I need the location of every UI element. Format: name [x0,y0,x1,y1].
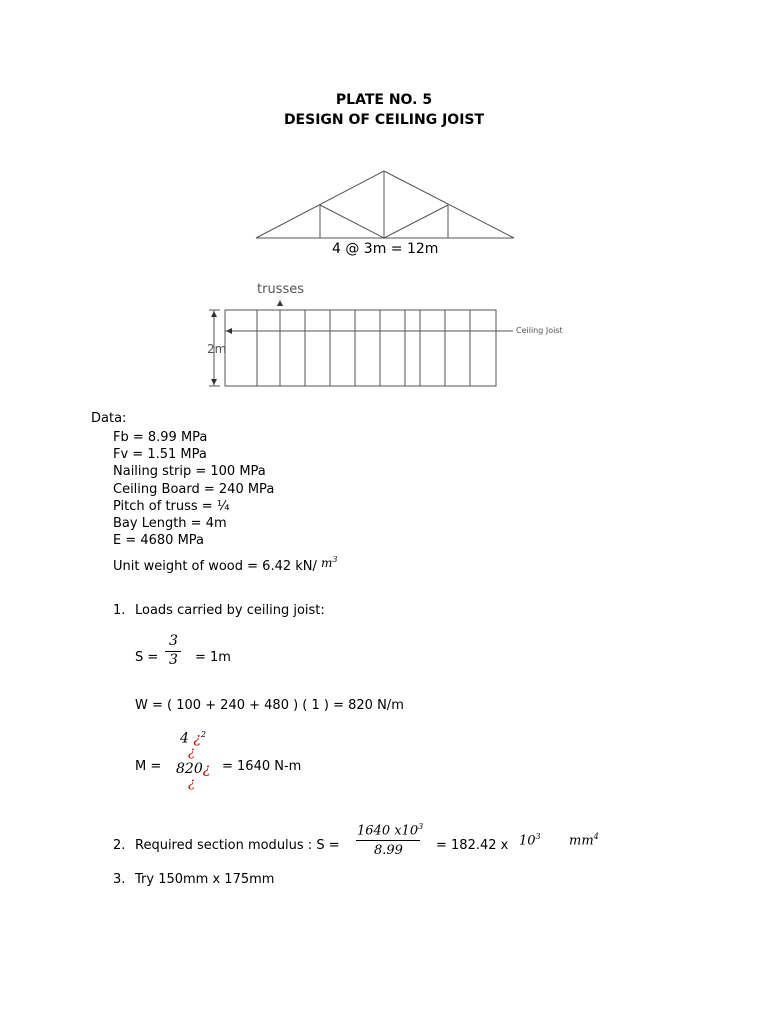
s-numerator: 3 [169,633,178,649]
data-item: Bay Length = 4m [113,516,227,531]
s-result: = 1m [195,650,231,665]
data-item: Pitch of truss = ¼ [113,499,230,514]
step-text: Required section modulus : S = [135,838,340,853]
trusses-label: trusses [257,282,304,297]
width-label: 2m [207,342,227,356]
m-result: = 1640 N-m [222,759,302,774]
modulus-power: $10^3$ [519,832,541,849]
plan-diagram [200,295,520,395]
modulus-denominator: 8.99 [374,843,403,858]
truss-right-diagonal [384,205,448,238]
m-symbol: ¿ [188,745,195,760]
data-item: E = 4680 MPa [113,533,205,548]
joist-arrow-head [226,328,232,334]
unit-weight-line: Unit weight of wood = 6.42 kN/ [113,559,317,574]
m-denominator: 820¿ [176,761,211,777]
dimension-arrow-top [211,311,217,317]
data-heading: Data: [91,411,127,426]
m-numerator: 4 ¿$^2$ [180,730,206,747]
step-text: Loads carried by ceiling joist: [135,603,325,618]
step-number: 1. [113,603,126,618]
modulus-fraction-bar [356,840,420,841]
modulus-unit: $mm^4$ [569,832,599,849]
modulus-numerator: 1640 $x10^3$ [357,822,424,839]
s-denominator: 3 [169,652,178,668]
w-line: W = ( 100 + 240 + 480 ) ( 1 ) = 820 N/m [135,698,404,713]
truss-span-label: 4 @ 3m = 12m [332,241,439,257]
data-item: Fv = 1.51 MPa [113,447,207,462]
m-symbol: ¿ [188,776,195,791]
data-item: Nailing strip = 100 MPa [113,464,266,479]
m-label: M = [135,759,162,774]
data-item: Ceiling Board = 240 MPa [113,482,275,497]
step-number: 2. [113,838,126,853]
page-title: DESIGN OF CEILING JOIST [283,112,485,128]
plan-outline [225,310,496,386]
step-number: 3. [113,872,126,887]
unit-weight-unit: $m^3$ [321,555,338,570]
dimension-arrow-bottom [211,379,217,385]
truss-left-diagonal [320,205,384,238]
s-label: S = [135,650,159,665]
trusses-arrow-head [277,300,283,306]
ceiling-joist-label: Ceiling Joist [516,326,563,335]
plate-number: PLATE NO. 5 [335,92,433,108]
data-item: Fb = 8.99 MPa [113,430,208,445]
step-text: Try 150mm x 175mm [135,872,275,887]
modulus-result: = 182.42 x [436,838,509,853]
